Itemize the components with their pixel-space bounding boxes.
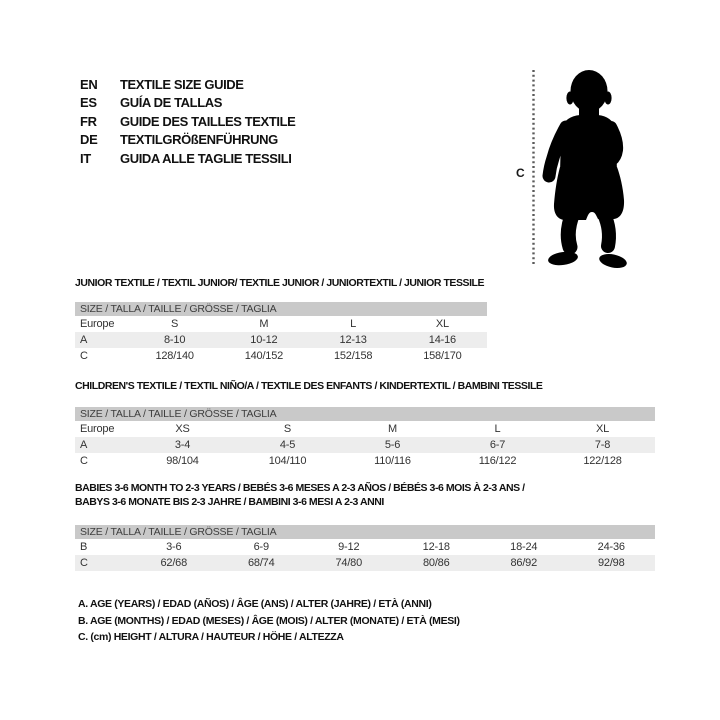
size-table-title: BABIES 3-6 MONTH TO 2-3 YEARS / BEBÉS 3-6 MESES A 2-3 AÑOS / BÉBÉS 3-6 MOIS À 2-3 ANS / — [75, 482, 525, 494]
table-cell: 140/152 — [244, 350, 284, 362]
row-label: A — [80, 334, 88, 346]
baby-figure — [500, 55, 680, 285]
table-cell: 122/128 — [583, 455, 622, 467]
table-cell: 6-9 — [253, 541, 269, 553]
size-table — [75, 276, 487, 364]
table-cell: 6-7 — [489, 439, 506, 451]
table-cell: 14-16 — [428, 334, 456, 346]
table-cell: 5-6 — [384, 439, 401, 451]
row-label: C — [80, 557, 88, 569]
table-row — [75, 437, 655, 453]
table-cell: 9-12 — [338, 541, 360, 553]
language-code: ES — [80, 95, 97, 111]
table-cell: 110/116 — [374, 455, 411, 467]
table-cell: 116/122 — [478, 455, 517, 467]
size-table-titles — [75, 379, 655, 393]
table-cell: 98/104 — [166, 455, 199, 467]
table-cell: S — [283, 423, 292, 435]
table-cell: 4-5 — [279, 439, 296, 451]
table-cell: 10-12 — [250, 334, 278, 346]
table-cell: 7-8 — [594, 439, 611, 451]
table-cell: 86/92 — [510, 557, 538, 569]
height-measure-label: C — [516, 166, 525, 180]
language-row — [80, 149, 295, 168]
table-cell: XS — [175, 423, 190, 435]
table-row — [75, 332, 487, 348]
size-table-title: CHILDREN'S TEXTILE / TEXTIL NIÑO/A / TEXTILE DES ENFANTS / KINDERTEXTIL / BAMBINI TESSILE — [75, 380, 543, 392]
table-cell: 12-13 — [339, 334, 367, 346]
table-cell: 8-10 — [164, 334, 186, 346]
size-table — [75, 481, 655, 571]
language-label: GUIDE DES TAILLES TEXTILE — [120, 113, 296, 129]
language-row — [80, 131, 295, 150]
language-list — [80, 75, 295, 168]
table-row — [75, 453, 655, 469]
table-cell: 104/110 — [268, 455, 307, 467]
language-code: IT — [80, 150, 91, 166]
table-cell: 12-18 — [422, 541, 450, 553]
table-row — [75, 316, 487, 332]
size-table-title: JUNIOR TEXTILE / TEXTIL JUNIOR/ TEXTILE JUNIOR / JUNIORTEXTIL / JUNIOR TESSILE — [75, 277, 485, 289]
table-cell: 3-4 — [174, 439, 191, 451]
table-cell: XL — [435, 318, 449, 330]
row-label: A — [80, 439, 88, 451]
footnotes — [78, 596, 460, 646]
baby-silhouette-shape — [547, 70, 628, 270]
language-row — [80, 94, 295, 113]
language-label: TEXTILGRÖßENFÜHRUNG — [120, 132, 278, 148]
row-label: Europe — [80, 423, 115, 435]
language-code: FR — [80, 113, 97, 129]
table-cell: 68/74 — [247, 557, 275, 569]
row-label: Europe — [80, 318, 115, 330]
table-row — [75, 421, 655, 437]
table-cell: 62/68 — [160, 557, 188, 569]
row-label: C — [80, 350, 88, 362]
language-row — [80, 75, 295, 94]
language-label: GUÍA DE TALLAS — [120, 95, 223, 111]
table-cell: 158/170 — [423, 350, 462, 362]
table-cell: XL — [595, 423, 610, 435]
row-label: B — [80, 541, 88, 553]
table-cell: L — [494, 423, 501, 435]
table-cell: 74/80 — [335, 557, 363, 569]
row-label: C — [80, 455, 88, 467]
footnote-line: B. AGE (MONTHS) / EDAD (MESES) / ÂGE (MOIS) / ALTER (MONATE) / ETÀ (MESI) — [78, 614, 460, 627]
size-table-title: BABYS 3-6 MONATE BIS 2-3 JAHRE / BAMBINI 3-6 MESI A 2-3 ANNI — [75, 496, 384, 508]
language-code: EN — [80, 76, 98, 92]
language-code: DE — [80, 132, 98, 148]
size-table-titles — [75, 481, 655, 509]
table-cell: 152/158 — [333, 350, 373, 362]
table-cell: 18-24 — [510, 541, 538, 553]
table-cell: S — [171, 318, 179, 330]
table-cell: 3-6 — [166, 541, 182, 553]
footnote-line: A. AGE (YEARS) / EDAD (AÑOS) / ÂGE (ANS) / ALTER (JAHRE) / ETÀ (ANNI) — [78, 598, 432, 610]
language-label: TEXTILE SIZE GUIDE — [120, 76, 244, 92]
footnote-line: C. (cm) HEIGHT / ALTURA / HAUTEUR / HÖHE / ALTEZZA — [78, 631, 344, 643]
size-header-bar: SIZE / TALLA / TAILLE / GRÖSSE / TAGLIA — [75, 302, 487, 316]
table-cell: M — [259, 318, 269, 330]
language-label: GUIDA ALLE TAGLIE TESSILI — [120, 150, 292, 166]
table-cell: 80/86 — [422, 557, 450, 569]
size-table-titles — [75, 276, 487, 290]
baby-silhouette-icon — [500, 55, 680, 285]
table-cell: 92/98 — [597, 557, 625, 569]
size-header-bar: SIZE / TALLA / TAILLE / GRÖSSE / TAGLIA — [75, 407, 655, 421]
table-cell: 128/140 — [155, 350, 194, 362]
size-header-bar: SIZE / TALLA / TAILLE / GRÖSSE / TAGLIA — [75, 525, 655, 539]
table-row — [75, 539, 655, 555]
table-row — [75, 555, 655, 571]
table-row — [75, 348, 487, 364]
table-cell: L — [350, 318, 357, 330]
table-cell: 24-36 — [597, 541, 625, 553]
size-table — [75, 379, 655, 469]
language-row — [80, 112, 295, 131]
table-cell: M — [388, 423, 397, 435]
